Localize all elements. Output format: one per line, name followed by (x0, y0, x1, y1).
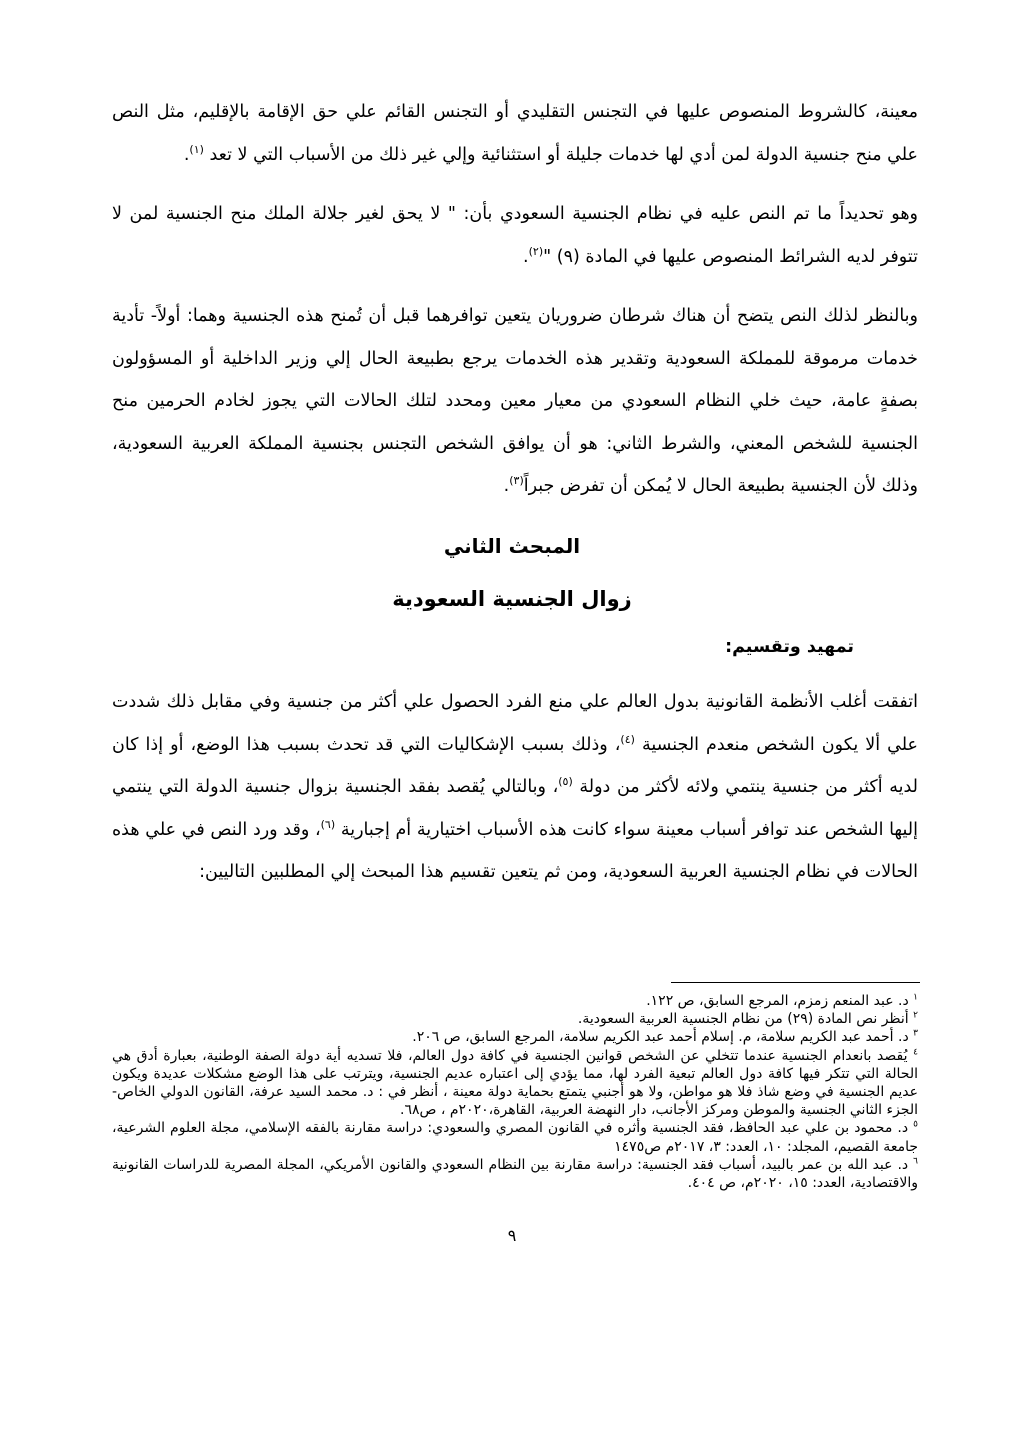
footnote-2: $^٢$ أنظر نص المادة (٢٩) من نظام الجنسية العربية السعودية. (577, 1010, 918, 1028)
footnote-5: $^٥$ د. محمود بن علي عبد الحافظ، فقد الجنسية وأثره في القانون المصري والسعودي: دراسة مقارنة بالفقه الإسلامي، مجلة العلوم الشرعية، جامعة القصيم، المجلد: ١٠، العدد: ٣، ٢٠١٧م ص١٤٧٥ (112, 1119, 918, 1155)
paragraph-4: اتفقت أغلب الأنظمة القانونية بدول العالم علي منع الفرد الحصول علي أكثر من جنسية وفي مقابل ذلك شددت علي ألا يكون الشخص منعدم الجنسية $^{(٤)}$، وذلك بسبب الإشكاليات التي قد تحدث بسبب هذا الوضع، أو إذا كان لديه أكثر من جنسية ينتمي ولائه لأكثر من دولة $^{(٥)}$، وبالتالي يُقصد بفقد الجنسية بزوال جنسية الدولة التي ينتمي إليها الشخص عند توافر أسباب معينة سواء كانت هذه الأسباب اختيارية أم إجبارية $^{(٦)}$، وقد ورد النص في علي هذه الحالات في نظام الجنسية العربية السعودية، ومن ثم يتعين تقسيم هذا المبحث إلي المطلبين التاليين: (112, 692, 918, 882)
footnote-mark: ٥ (913, 1119, 918, 1130)
footnote-ref-2[interactable]: (٢) (528, 244, 544, 258)
subheading: تمهيد وتقسيم: (725, 637, 854, 657)
footnote-mark: ٢ (913, 1010, 918, 1021)
footnote-mark: ٣ (913, 1028, 918, 1039)
paragraph-1: معينة، كالشروط المنصوص عليها في التجنس التقليدي أو التجنس القائم علي حق الإقامة بالإقليم، مثل النص علي منح جنسية الدولة لمن أدي لها خدمات جليلة أو استثنائية وإلي غير ذلك من الأسباب التي لا تعد $^{(١)}$. (112, 102, 918, 165)
footnote-ref-5[interactable]: (٥) (558, 775, 573, 789)
section-heading: المبحث الثاني (443, 534, 581, 558)
footnote-3: $^٣$ د. أحمد عبد الكريم سلامة، م. إسلام أحمد عبد الكريم سلامة، المرجع السابق، ص ٢٠٦. (412, 1028, 918, 1046)
footnote-ref-1[interactable]: (١) (189, 142, 204, 156)
section-title: زوال الجنسية السعودية (392, 587, 632, 611)
footnote-mark: ١ (913, 992, 918, 1003)
paragraph-2: وهو تحديداً ما تم النص عليه في نظام الجنسية السعودي بأن: " لا يحق لغير جلالة الملك منح الجنسية لمن لا تتوفر لديه الشرائط المنصوص عليها في المادة (٩) "$^{(٢)}$. (112, 204, 918, 267)
footnote-6: $^٦$ د. عبد الله بن عمر بالبيد، أسباب فقد الجنسية: دراسة مقارنة بين النظام السعودي والقانون الأمريكي، المجلة المصرية للدراسات القانونية والاقتصادية، العدد: ١٥، ٢٠٢٠م، ص ٤٠٤. (112, 1156, 918, 1192)
footnote-ref-3[interactable]: (٣) (509, 474, 524, 488)
page-number: ٩ (507, 1226, 517, 1245)
footnote-ref-4[interactable]: (٤) (620, 732, 635, 746)
footnote-1: $^١$ د. عبد المنعم زمزم، المرجع السابق، ص ١٢٢. (646, 992, 918, 1009)
footnote-ref-6[interactable]: (٦) (320, 817, 336, 831)
footnote-4: $^٤$ يُقصد بانعدام الجنسية عندما تتخلي عن الشخص قوانين الجنسية في كافة دول العالم، فلا تسديه أية دولة الصفة الوطنية، بعبارة أدق هي الحالة التي تتكر فيها كافة دول العالم تبعية الفرد لها، مما يؤدي إلى اعتباره عديم الجنسية، ويترتب على هذا الوضع مشكلات عديدة ويكون عديم الجنسية في وضع شاذ فلا هو مواطن، ولا هو أجنبي يتمتع بحماية دولة معينة ، أنظر في : د. محمد السيد عرفة، القانون الدولي الخاص- الجزء الثاني الجنسية والموطن ومركز الأجانب، دار النهضة العربية، القاهرة،٢٠٢٠م ، ص٦٨. (112, 1046, 919, 1119)
footnote-mark: ٦ (913, 1156, 918, 1167)
paragraph-3: وبالنظر لذلك النص يتضح أن هناك شرطان ضروريان يتعين توافرهما قبل أن تُمنح هذه الجنسية وهما: أولاً- تأدية خدمات مرموقة للمملكة السعودية وتقدير هذه الخدمات يرجع بطبيعة الحال إلي وزير الداخلية أو المسؤولون بصفةٍ عامة، حيث خلي النظام السعودي من معيار معين ومحدد لتلك الحالات التي يجوز لخادم الحرمين منح الجنسية للشخص المعني، والشرط الثاني: هو أن يوافق الشخص التجنس بجنسية المملكة العربية السعودية، وذلك لأن الجنسية بطبيعة الحال لا يُمكن أن تفرض جبراً$^{(٣)}$. (112, 306, 918, 496)
footnote-mark: ٤ (913, 1046, 919, 1057)
footnote-separator (671, 982, 920, 983)
footnotes-section (112, 992, 918, 1192)
